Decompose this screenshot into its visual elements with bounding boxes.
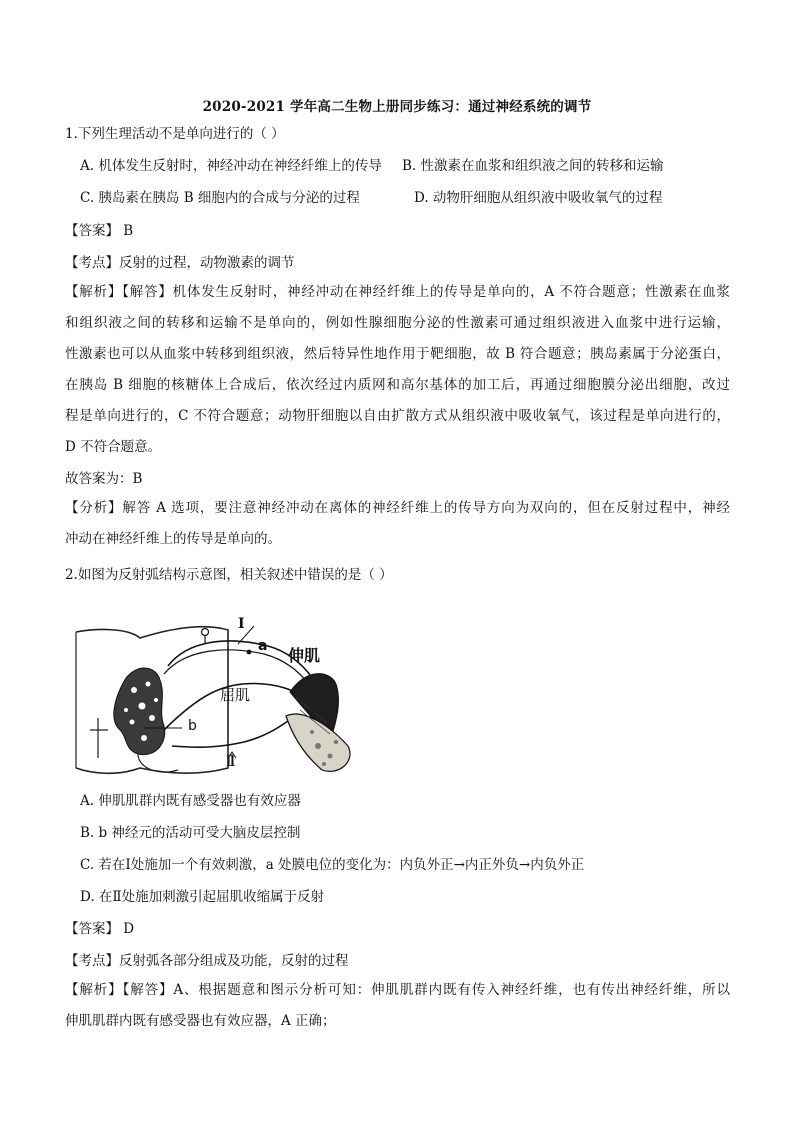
jiexi-line: 【解析】【解答】机体发生反射时，神经冲动在神经纤维上的传导是单向的，A 不符合题意；性激素在血浆 <box>65 284 730 300</box>
question-1-conclusion: 故答案为：B <box>65 471 143 487</box>
fenxi-line: 冲动在神经纤维上的传导是单向的。 <box>65 531 281 547</box>
question-1-kaodian: 【考点】反射的过程，动物激素的调节 <box>65 255 295 271</box>
jiexi-line: D 不符合题意。 <box>65 439 162 455</box>
reflex-arc-figure <box>68 618 360 780</box>
figure-label-II: Ⅱ <box>226 754 236 770</box>
jiexi-line: 【解析】【解答】A、根据题意和图示分析可知：伸肌肌群内既有传入神经纤维，也有传出神经纤维，所以 <box>65 982 730 998</box>
question-1-jiexi <box>65 277 730 463</box>
jiexi-line: 伸肌肌群内既有感受器也有效应器，A 正确； <box>65 1013 336 1029</box>
question-2-jiexi <box>65 975 730 1037</box>
question-1-answer: 【答案】 B <box>65 223 134 239</box>
page-title: 2020-2021 学年高二生物上册同步练习：通过神经系统的调节 <box>202 99 592 115</box>
jiexi-line: 程是单向进行的，C 不符合题意；动物肝细胞以自由扩散方式从组织液中吸收氧气，该过程是单向进行的， <box>65 408 730 424</box>
question-1-option-a: A. 机体发生反射时，神经冲动在神经纤维上的传导 <box>80 158 382 174</box>
jiexi-line: 和组织液之间的转移和运输不是单向的，例如性腺细胞分泌的性激素可通过组织液进入血浆中进行运输， <box>65 315 730 331</box>
question-2-stem: 2.如图为反射弧结构示意图，相关叙述中错误的是（ ） <box>65 567 393 583</box>
jiexi-line: 性激素也可以从血浆中转移到组织液，然后特异性地作用于靶细胞，故 B 符合题意；胰岛素属于分泌蛋白， <box>65 346 730 362</box>
question-1-fenxi <box>65 493 730 555</box>
question-2-answer: 【答案】 D <box>65 921 135 937</box>
flexor-muscle <box>286 714 350 771</box>
question-2-option-d: D. 在Ⅱ处施加刺激引起屈肌收缩属于反射 <box>80 889 325 905</box>
question-2-option-b: B. b 神经元的活动可受大脑皮层控制 <box>80 825 301 841</box>
figure-label-I: I <box>238 616 245 632</box>
question-1-option-c: C. 胰岛素在胰岛 B 细胞内的合成与分泌的过程 <box>80 190 360 206</box>
gray-matter <box>114 668 165 755</box>
question-1-option-d: D. 动物肝细胞从组织液中吸收氧气的过程 <box>414 190 663 206</box>
question-2-kaodian: 【考点】反射弧各部分组成及功能，反射的过程 <box>65 953 349 969</box>
question-1-stem: 1.下列生理活动不是单向进行的（ ） <box>65 126 285 142</box>
figure-label-extensor: 伸肌 <box>288 646 321 665</box>
figure-label-b: b <box>188 718 197 734</box>
figure-label-flexor: 屈肌 <box>220 686 251 704</box>
jiexi-line: 在胰岛 B 细胞的核糖体上合成后，依次经过内质网和高尔基体的加工后，再通过细胞膜分泌出细胞，改过 <box>65 377 730 393</box>
question-2-option-a: A. 伸肌肌群内既有感受器也有效应器 <box>80 793 301 809</box>
question-2-option-c: C. 若在Ⅰ处施加一个有效刺激，a 处膜电位的变化为：内负外正→内正外负→内负外正 <box>80 857 585 873</box>
question-1-option-b: B. 性激素在血浆和组织液之间的转移和运输 <box>402 158 664 174</box>
figure-label-a: a <box>258 638 268 654</box>
fenxi-line: 【分析】解答 A 选项，要注意神经冲动在离体的神经纤维上的传导方向为双向的，但在反射过程中，神经 <box>65 500 730 516</box>
